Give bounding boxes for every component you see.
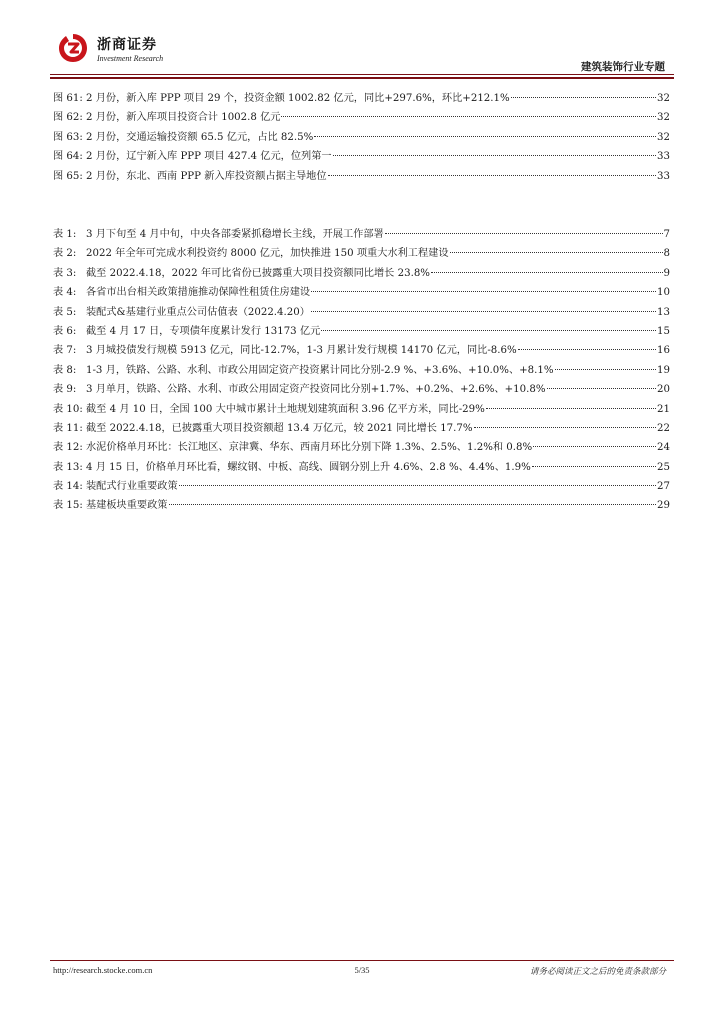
table-label: 表 1: xyxy=(53,229,77,240)
toc-row-table[interactable] xyxy=(53,380,670,399)
footer-page-number: 5/35 xyxy=(354,965,370,975)
leader-dots xyxy=(450,252,663,253)
toc-row-table[interactable] xyxy=(53,477,670,496)
page-number: 32 xyxy=(657,93,670,104)
table-title: 4 月 15 日，价格单月环比看，螺纹钢、中板、高线、圆钢分别上升 4.6%、2.8 %、4.4%、1.9% xyxy=(86,461,531,473)
leader-dots xyxy=(533,446,656,447)
leader-dots xyxy=(474,427,656,428)
page-number: 19 xyxy=(657,364,670,376)
toc-row-figure[interactable] xyxy=(53,167,670,186)
table-title: 3 月城投债发行规模 5913 亿元，同比-12.7%，1-3 月累计发行规模 14170 亿元，同比-8.6% xyxy=(86,345,517,357)
toc-row-table[interactable] xyxy=(53,341,670,360)
table-label: 表 8: xyxy=(53,364,77,376)
leader-dots xyxy=(518,349,656,350)
toc-row-table[interactable] xyxy=(53,303,670,322)
page-number: 9 xyxy=(663,267,670,279)
logo-icon xyxy=(57,32,89,64)
header-rule-thin xyxy=(50,74,674,75)
figure-title: 2 月份，东北、西南 PPP 新入库投资额占据主导地位 xyxy=(86,170,327,182)
toc-row-figure[interactable] xyxy=(53,147,670,166)
figure-label: 图 65: xyxy=(53,170,83,182)
footer-rule xyxy=(50,960,674,961)
table-label: 表 5: xyxy=(53,306,77,318)
leader-dots xyxy=(321,330,656,331)
table-label: 表 3: xyxy=(53,267,77,279)
table-title: 3 月下旬至 4 月中旬，中央各部委紧抓稳增长主线，开展工作部署 xyxy=(86,229,384,240)
figure-title: 2 月份，新入库 PPP 项目 29 个，投资金额 1002.82 亿元，同比+297.6%，环比+212.1% xyxy=(86,93,510,104)
page-number: 15 xyxy=(657,325,670,337)
page-number: 16 xyxy=(657,345,670,357)
toc-row-table[interactable] xyxy=(53,419,670,438)
table-list xyxy=(53,225,670,516)
table-title: 截至 4 月 17 日，专项债年度累计发行 13173 亿元 xyxy=(86,325,321,337)
figure-title: 2 月份，交通运输投资额 65.5 亿元，占比 82.5% xyxy=(86,131,314,143)
table-label: 表 4: xyxy=(53,287,77,299)
page-number: 13 xyxy=(657,306,670,318)
toc-row-table[interactable] xyxy=(53,225,670,244)
table-label: 表 7: xyxy=(53,345,77,357)
page-number: 33 xyxy=(657,151,670,163)
table-title: 截至 2022.4.18，已披露重大项目投资额超 13.4 万亿元，较 2021 同比增长 17.7% xyxy=(86,422,473,434)
page-number: 29 xyxy=(657,500,670,512)
leader-dots xyxy=(547,388,657,389)
page-number: 20 xyxy=(657,384,670,396)
table-title: 装配式行业重要政策 xyxy=(86,481,178,493)
page-number: 27 xyxy=(657,481,670,493)
page-number: 25 xyxy=(657,461,670,473)
table-title: 截至 4 月 10 日，全国 100 大中城市累计土地规划建筑面积 3.96 亿平方米，同比-29% xyxy=(86,403,485,415)
table-label: 表 13: xyxy=(53,461,83,473)
page-number: 21 xyxy=(657,403,670,415)
table-label: 表 2: xyxy=(53,248,77,260)
figure-list xyxy=(53,89,670,186)
leader-dots xyxy=(311,291,656,292)
page-number: 10 xyxy=(657,287,670,299)
figure-label: 图 61: xyxy=(53,93,83,104)
leader-dots xyxy=(333,155,656,156)
table-label: 表 11: xyxy=(53,422,83,434)
page-number: 8 xyxy=(663,248,670,260)
table-title: 各省市出台相关政策措施推动保障性租赁住房建设 xyxy=(86,287,311,299)
logo-text-cn: 浙商证券 xyxy=(97,37,157,53)
page-number: 33 xyxy=(657,170,670,182)
table-title: 3 月单月，铁路、公路、水利、市政公用固定资产投资同比分别+1.7%、+0.2%、+2.6%、+10.8% xyxy=(86,384,546,396)
table-title: 2022 年全年可完成水利投资约 8000 亿元，加快推进 150 项重大水利工程建设 xyxy=(86,248,449,260)
leader-dots xyxy=(314,136,656,137)
leader-dots xyxy=(385,233,663,234)
toc-row-table[interactable] xyxy=(53,458,670,477)
table-title: 装配式&基建行业重点公司估值表（2022.4.20） xyxy=(86,306,310,318)
leader-dots xyxy=(169,504,657,505)
leader-dots xyxy=(555,369,656,370)
footer-disclaimer: 请务必阅读正文之后的免责条款部分 xyxy=(529,967,666,977)
toc-row-table[interactable] xyxy=(53,361,670,380)
figure-label: 图 62: xyxy=(53,112,83,124)
toc-row-table[interactable] xyxy=(53,322,670,341)
logo-text-en: Investment Research xyxy=(97,54,164,63)
table-label: 表 12: xyxy=(53,442,83,454)
toc-row-table[interactable] xyxy=(53,244,670,263)
leader-dots xyxy=(328,175,657,176)
table-label: 表 14: xyxy=(53,481,83,493)
leader-dots xyxy=(511,97,656,98)
table-label: 表 9: xyxy=(53,384,77,396)
leader-dots xyxy=(486,408,656,409)
page-number: 32 xyxy=(657,131,670,143)
toc-row-figure[interactable] xyxy=(53,89,670,108)
page-number: 24 xyxy=(657,442,670,454)
figure-label: 图 64: xyxy=(53,151,83,163)
toc-row-table[interactable] xyxy=(53,496,670,515)
leader-dots xyxy=(281,116,656,117)
table-label: 表 6: xyxy=(53,325,77,337)
report-topic: 建筑装饰行业专题 xyxy=(581,61,665,73)
table-label: 表 10: xyxy=(53,403,83,415)
leader-dots xyxy=(532,466,656,467)
leader-dots xyxy=(179,485,656,486)
page-number: 7 xyxy=(663,229,670,240)
table-title: 截至 2022.4.18，2022 年可比省份已披露重大项目投资额同比增长 23.8% xyxy=(86,267,430,279)
toc-row-table[interactable] xyxy=(53,400,670,419)
header-rule-thick xyxy=(50,77,674,79)
table-label: 表 15: xyxy=(53,500,83,512)
page-header xyxy=(0,0,724,80)
leader-dots xyxy=(431,272,663,273)
toc-row-figure[interactable] xyxy=(53,108,670,127)
toc-row-figure[interactable] xyxy=(53,128,670,147)
page-number: 32 xyxy=(657,112,670,124)
figure-label: 图 63: xyxy=(53,131,83,143)
table-title: 基建板块重要政策 xyxy=(86,500,168,512)
figure-title: 2 月份，辽宁新入库 PPP 项目 427.4 亿元，位列第一 xyxy=(86,151,332,163)
leader-dots xyxy=(311,311,656,312)
toc-row-table[interactable] xyxy=(53,264,670,283)
table-title: 水泥价格单月环比：长江地区、京津冀、华东、西南月环比分别下降 1.3%、2.5%、1.2%和 0.8% xyxy=(86,442,533,454)
footer-url[interactable]: http://research.stocke.com.cn xyxy=(53,965,153,975)
page-number: 22 xyxy=(657,422,670,434)
table-title: 1-3 月，铁路、公路、水利、市政公用固定资产投资累计同比分别-2.9 %、+3.6%、+10.0%、+8.1% xyxy=(86,364,554,376)
figure-title: 2 月份，新入库项目投资合计 1002.8 亿元 xyxy=(86,112,281,124)
toc-row-table[interactable] xyxy=(53,438,670,457)
toc-row-table[interactable] xyxy=(53,283,670,302)
